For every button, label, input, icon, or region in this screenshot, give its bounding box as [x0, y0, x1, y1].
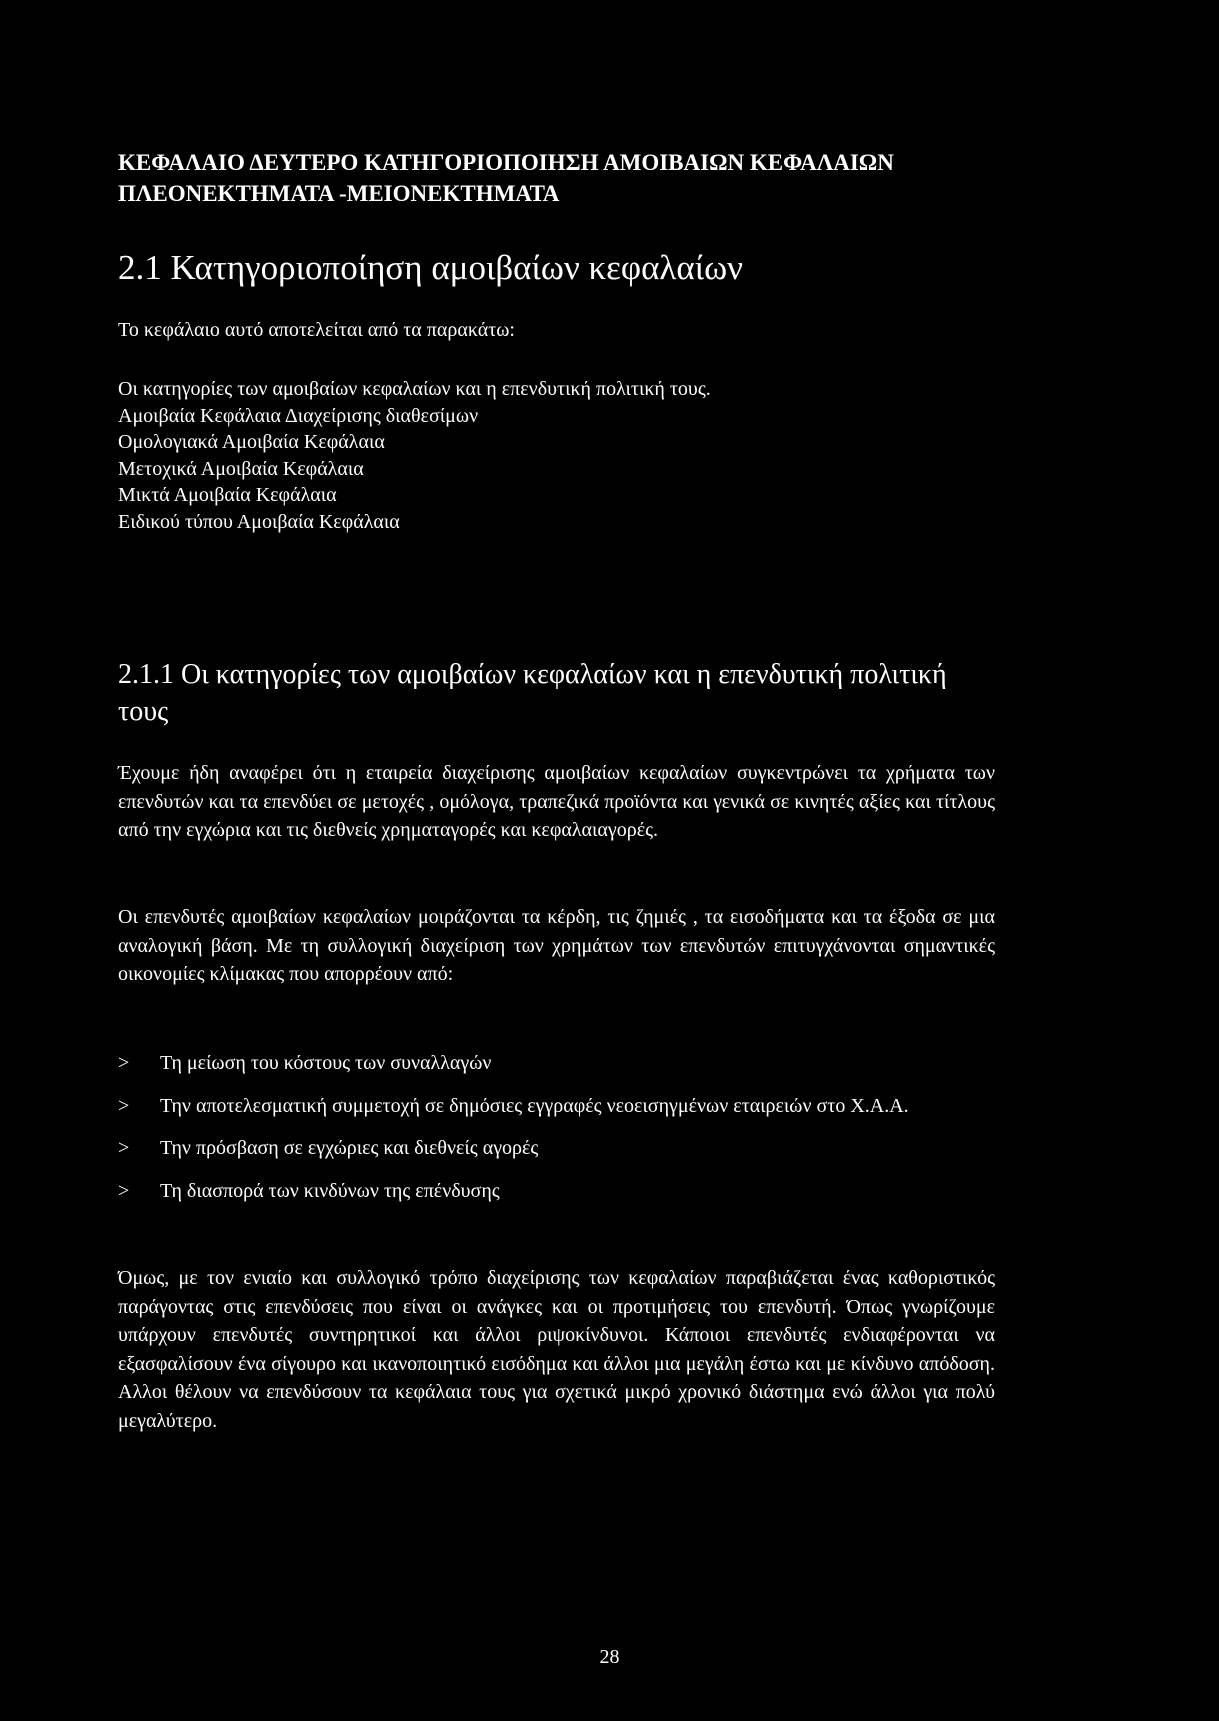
bullet-marker: >	[118, 1094, 130, 1117]
subsection-title: 2.1.1 Οι κατηγορίες των αμοιβαίων κεφαλαίων και η επενδυτική πολιτική τους	[118, 659, 947, 727]
body-paragraph: Οι επενδυτές αμοιβαίων κεφαλαίων μοιράζονται τα κέρδη, τις ζημιές , τα εισοδήματα και τα έξοδα σε μια αναλογική βάση. Με τη συλλογική διαχείριση των χρημάτων των επενδυτών επιτυγχάνονται σημαντικές οικονομίες κλίμακας που απορρέουν από:	[118, 906, 995, 985]
contents-item: Ειδικού τύπου Αμοιβαία Κεφάλαια	[118, 510, 400, 533]
contents-item: Μικτά Αμοιβαία Κεφάλαια	[118, 484, 337, 506]
body-paragraph: Όμως, με τον ενιαίο και συλλογικό τρόπο διαχείρισης των κεφαλαίων παραβιάζεται ένας καθοριστικός παράγοντας στις επενδύσεις που είναι οι ανάγκες και οι προτιμήσεις του επενδυτή. Όπως γνωρίζουμε υπάρχουν επενδυτές συντηρητικοί και άλλοι ριψοκίνδυνοι. Κάποιοι επενδυτές ενδιαφέρονται να εξασφαλίσουν ένα σίγουρο και ικανοποιητικό εισόδημα και άλλοι μια μεγάλη έστω και με κίνδυνο απόδοση. Αλλοι θέλουν να επενδύσουν τα κεφάλαια τους για σχετικά μικρό χρονικό διάστημα ενώ άλλοι για πολύ μεγαλύτερο.	[118, 1267, 995, 1432]
contents-item: Μετοχικά Αμοιβαία Κεφάλαια	[118, 457, 364, 480]
list-item-text: Τη διασπορά των κινδύνων της επένδυσης	[160, 1179, 500, 1202]
list-item	[118, 1177, 995, 1206]
bullet-marker: >	[118, 1137, 130, 1159]
section-intro: Το κεφάλαιο αυτό αποτελείται από τα παρακάτω:	[118, 319, 515, 341]
list-item	[118, 1049, 995, 1078]
contents-item: Οι κατηγορίες των αμοιβαίων κεφαλαίων και η επενδυτική πολιτική τους.	[118, 378, 711, 400]
list-item-text: Τη μείωση του κόστους των συναλλαγών	[160, 1052, 492, 1074]
list-item	[118, 1092, 995, 1121]
list-item	[118, 1134, 995, 1163]
chapter-title: ΚΕΦΑΛΑΙΟ ΔΕΥΤΕΡΟ ΚΑΤΗΓΟΡΙΟΠΟΙΗΣΗ ΑΜΟΙΒΑΙΩΝ ΚΕΦΑΛΑΙΩΝ ΠΛΕΟΝΕΚΤΗΜΑΤΑ -ΜΕΙΟΝΕΚΤΗΜΑΤΑ	[118, 150, 894, 206]
contents-item: Αμοιβαία Κεφάλαια Διαχείρισης διαθεσίμων	[118, 404, 479, 427]
contents-item: Ομολογιακά Αμοιβαία Κεφάλαια	[118, 431, 385, 453]
page-number: 28	[599, 1646, 620, 1668]
contents-list	[118, 376, 711, 535]
list-item-text: Την πρόσβαση σε εγχώριες και διεθνείς αγορές	[160, 1137, 539, 1159]
bullet-marker: >	[118, 1052, 130, 1074]
list-item-text: Την αποτελεσματική συμμετοχή σε δημόσιες εγγραφές νεοεισηγμένων εταιρειών στο Χ.Α.Α.	[160, 1094, 909, 1117]
section-title: 2.1 Κατηγοριοποίηση αμοιβαίων κεφαλαίων	[118, 248, 743, 287]
body-paragraph: Έχουμε ήδη αναφέρει ότι η εταιρεία διαχείρισης αμοιβαίων κεφαλαίων συγκεντρώνει τα χρήματα των επενδυτών και τα επενδύει σε μετοχές , ομόλογα, τραπεζικά προϊόντα και γενικά σε κινητές αξίες και τίτλους από την εγχώρια και τις διεθνείς χρηματαγορές και κεφαλαιαγορές.	[118, 762, 995, 841]
bullet-marker: >	[118, 1179, 130, 1202]
benefits-list	[118, 1049, 995, 1219]
